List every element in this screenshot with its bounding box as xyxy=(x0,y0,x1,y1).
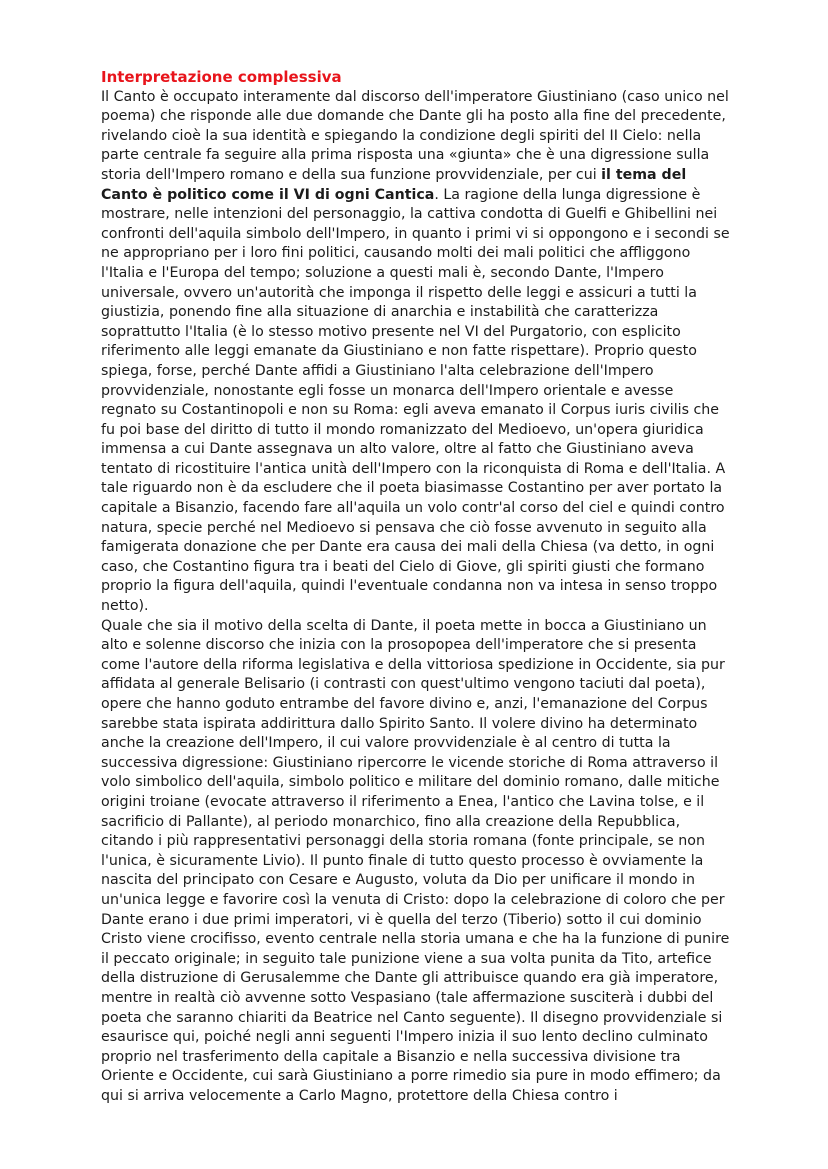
paragraph-1-text-b: . La ragione della lunga digressione è mostrare, nelle intenzioni del personaggio, la cattiva condotta di Guelfi e Ghibellini nei confronti dell'aquila simbolo dell'Impero, in quanto i primi vi si oppongono e i secondi se ne appropriano per i loro fini politici, causando molti dei mali politici che affliggono l'Italia e l'Europa del tempo; soluzione a questi mali è, secondo Dante, l'Impero universale, ovvero un'autorità che imponga il rispetto delle leggi e assicuri a tutti la giustizia, ponendo fine alla situazione di anarchia e instabilità che caratterizza soprattutto l'Italia (è lo stesso motivo presente nel VI del Purgatorio, con esplicito riferimento alle leggi emanate da Giustiniano e non fatte rispettare). Proprio questo spiega, forse, perché Dante affidi a Giustiniano l'alta celebrazione dell'Impero provvidenziale, nonostante egli fosse un monarca dell'Impero orientale e avesse regnato su Costantinopoli e non su Roma: egli aveva emanato il Corpus iuris civilis che fu poi base del diritto di tutto il mondo romanizzato del Medioevo, un'opera giuridica immensa a cui Dante assegnava un alto valore, oltre al fatto che Giustiniano aveva tentato di ricostituire l'antica unità dell'Impero con la riconquista di Roma e dell'Italia. A tale riguardo non è da escludere che il poeta biasimasse Costantino per aver portato la capitale a Bisanzio, facendo fare all'aquila un volo contr'al corso del ciel e quindi contro natura, specie perché nel Medioevo si pensava che ciò fosse avvenuto in seguito alla famigerata donazione che per Dante era causa dei mali della Chiesa (va detto, in ogni caso, che Costantino figura tra i beati del Cielo di Giove, gli spiriti giusti che formano proprio la figura dell'aquila, quindi l'eventuale condanna non va intesa in senso troppo netto). xyxy=(101,186,730,615)
section-heading: Interpretazione complessiva xyxy=(101,68,342,86)
paragraph-1 xyxy=(101,88,731,617)
paragraph-1-bold-text: il tema del Canto è politico come il VI di ogni Cantica xyxy=(101,166,687,203)
document-page xyxy=(101,68,731,1106)
paragraph-1-text-a: Il Canto è occupato interamente dal discorso dell'imperatore Giustiniano (caso unico nel poema) che risponde alle due domande che Dante gli ha posto alla fine del precedente, rivelando cioè la sua identità e spiegando la condizione degli spiriti del II Cielo: nella parte centrale fa seguire alla prima risposta una «giunta» che è una digressione sulla storia dell'Impero romano e della sua funzione provvidenziale, per cui xyxy=(101,88,729,183)
paragraph-2: Quale che sia il motivo della scelta di Dante, il poeta mette in bocca a Giustiniano un alto e solenne discorso che inizia con la prosopopea dell'imperatore che si presenta come l'autore della riforma legislativa e della vittoriosa spedizione in Occidente, sia pur affidata al generale Belisario (i contrasti con quest'ultimo vengono taciuti dal poeta), opere che hanno goduto entrambe del favore divino e, anzi, l'emanazione del Corpus sarebbe stata ispirata addirittura dallo Spirito Santo. Il volere divino ha determinato anche la creazione dell'Impero, il cui valore provvidenziale è al centro di tutta la successiva digressione: Giustiniano ripercorre le vicende storiche di Roma attraverso il volo simbolico dell'aquila, simbolo politico e militare del dominio romano, dalle mitiche origini troiane (evocate attraverso il riferimento a Enea, l'antico che Lavina tolse, e il sacrificio di Pallante), al periodo monarchico, fino alla creazione della Repubblica, citando i più rappresentativi personaggi della storia romana (fonte principale, se non l'unica, è sicuramente Livio). Il punto finale di tutto questo processo è ovviamente la nascita del principato con Cesare e Augusto, voluta da Dio per unificare il mondo in un'unica legge e favorire così la venuta di Cristo: dopo la celebrazione di coloro che per Dante erano i due primi imperatori, vi è quella del terzo (Tiberio) sotto il cui dominio Cristo viene crocifisso, evento centrale nella storia umana e che ha la funzione di punire il peccato originale; in seguito tale punizione viene a sua volta punita da Tito, artefice della distruzione di Gerusalemme che Dante gli attribuisce quando era già imperatore, mentre in realtà ciò avvenne sotto Vespasiano (tale affermazione susciterà i dubbi del poeta che saranno chiariti da Beatrice nel Canto seguente). Il disegno provvidenziale si esaurisce qui, poiché negli anni seguenti l'Impero inizia il suo lento declino culminato proprio nel trasferimento della capitale a Bisanzio e nella successiva divisione tra Oriente e Occidente, cui sarà Giustiniano a porre rimedio sia pure in modo effimero; da qui si arriva velocemente a Carlo Magno, protettore della Chiesa contro i xyxy=(101,617,730,1104)
